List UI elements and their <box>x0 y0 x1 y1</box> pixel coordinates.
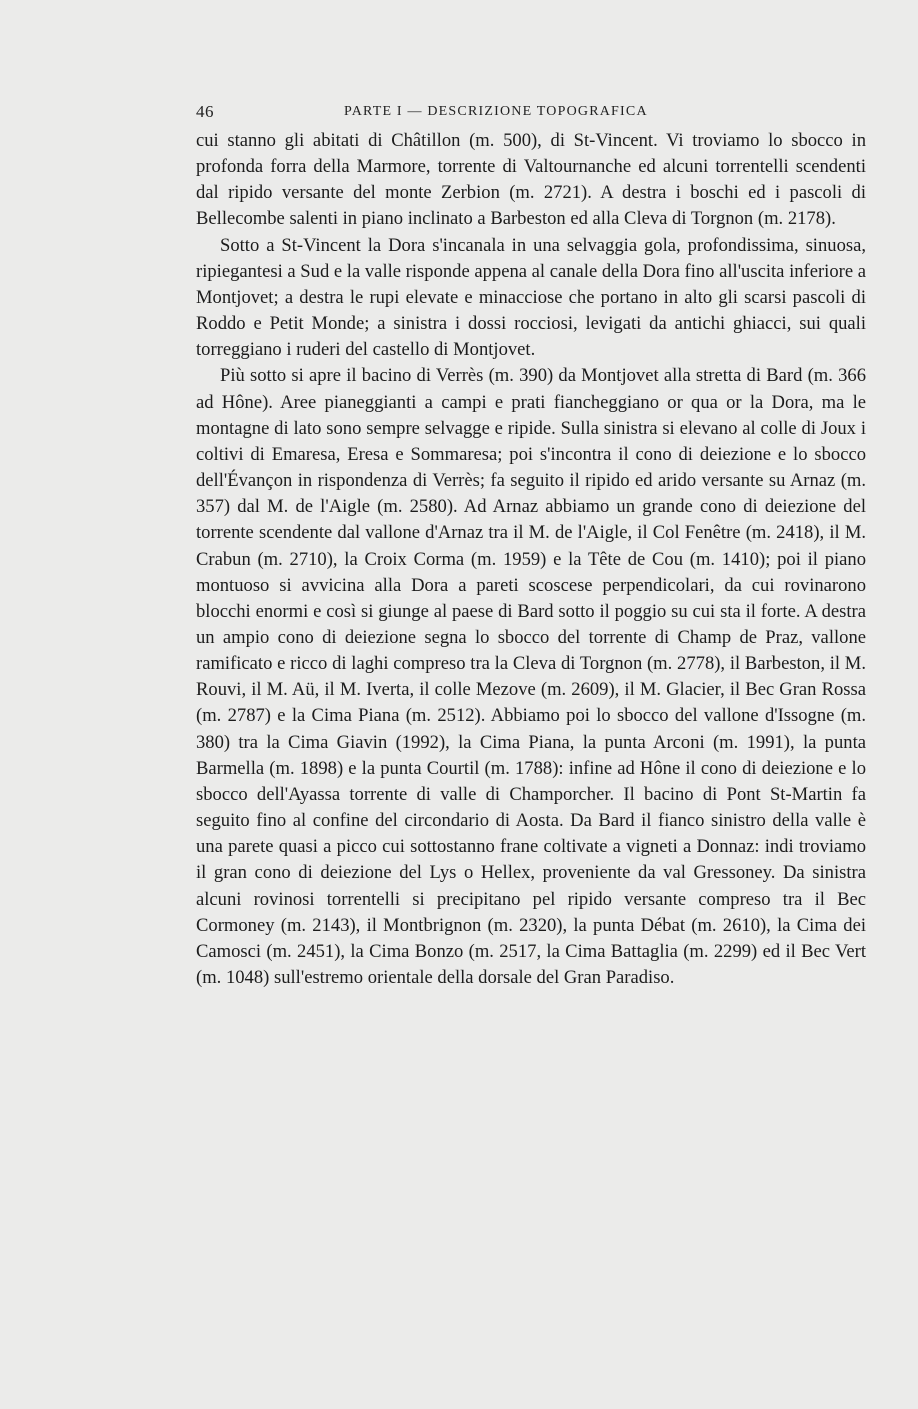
running-head: PARTE I — DESCRIZIONE TOPOGRAFICA <box>344 104 648 119</box>
body-text <box>196 128 866 991</box>
paragraph: Sotto a St-Vincent la Dora s'incanala in una selvaggia gola, profondissima, sinuosa, ripiegantesi a Sud e la valle risponde appena al canale della Dora fino all'uscita inferiore a Montjovet; a destra le rupi elevate e minacciose che portano in alto gli scarsi pascoli di Roddo e Petit Monde; a sinistra i dossi rocciosi, levigati da antichi ghiacci, sui quali torreggiano i ruderi del castello di Montjovet. <box>196 234 866 361</box>
page-number: 46 <box>196 102 214 121</box>
paragraph-continuation: cui stanno gli abitati di Châtillon (m. 500), di St-Vincent. Vi troviamo lo sbocco in profonda forra della Marmore, torrente di Valtournanche ed alcuni torrentelli scendenti dal ripido versante del monte Zerbion (m. 2721). A destra i boschi ed i pascoli di Bellecombe salenti in piano inclinato a Barbeston ed alla Cleva di Torgnon (m. 2178). <box>196 130 866 230</box>
paragraph: Più sotto si apre il bacino di Verrès (m. 390) da Montjovet alla stretta di Bard (m. 366 ad Hône). Aree pianeggianti a campi e prati fiancheggiano or qua or la Dora, ma le montagne di lato sono sempre selvagge e ripide. Sulla sinistra si elevano al colle di Joux i coltivi di Emaresa, Eresa e Sommaresa; poi s'incontra il cono di deiezione e lo sbocco dell'Évançon in rispondenza di Verrès; fa seguito il ripido ed arido versante su Arnaz (m. 357) dal M. de l'Aigle (m. 2580). Ad Arnaz abbiamo un grande cono di deiezione del torrente scendente dal vallone d'Arnaz tra il M. de l'Aigle, il Col Fenêtre (m. 2418), il M. Crabun (m. 2710), la Croix Corma (m. 1959) e la Tête de Cou (m. 1410); poi il piano montuoso si avvicina alla Dora a pareti scoscese perpendicolari, da cui rovinarono blocchi enormi e così si giunge al paese di Bard sotto il poggio su cui sta il forte. A destra un ampio cono di deiezione segna lo sbocco del torrente di Champ de Praz, vallone ramificato e ricco di laghi compreso tra la Cleva di Torgnon (m. 2778), il Barbeston, il M. Rouvi, il M. Aü, il M. Iverta, il colle Mezove (m. 2609), il M. Glacier, il Bec Gran Rossa (m. 2787) e la Cima Piana (m. 2512). Abbiamo poi lo sbocco del vallone d'Issogne (m. 380) tra la Cima Giavin (1992), la Cima Piana, la punta Arconi (m. 1991), la punta Barmella (m. 1898) e la punta Courtil (m. 1788): infine ad Hône il cono di deiezione e lo sbocco dell'Ayassa torrente di valle di Champorcher. Il bacino di Pont St-Martin fa seguito fino al confine del circondario di Aosta. Da Bard il fianco sinistro della valle è una parete quasi a picco cui sottostanno frane coltivate a vigneti a Donnaz: indi troviamo il gran cono di deiezione del Lys o Hellex, proveniente da val Gressoney. Da sinistra alcuni rovinosi torrentelli si precipitano pel ripido versante compreso tra il Bec Cormoney (m. 2143), il Montbrignon (m. 2320), la punta Débat (m. 2610), la Cima dei Camosci (m. 2451), la Cima Bonzo (m. 2517, la Cima Battaglia (m. 2299) ed il Bec Vert (m. 1048) sull'estremo orientale della dorsale del Gran Paradiso. <box>196 365 866 988</box>
page-header <box>196 102 866 124</box>
